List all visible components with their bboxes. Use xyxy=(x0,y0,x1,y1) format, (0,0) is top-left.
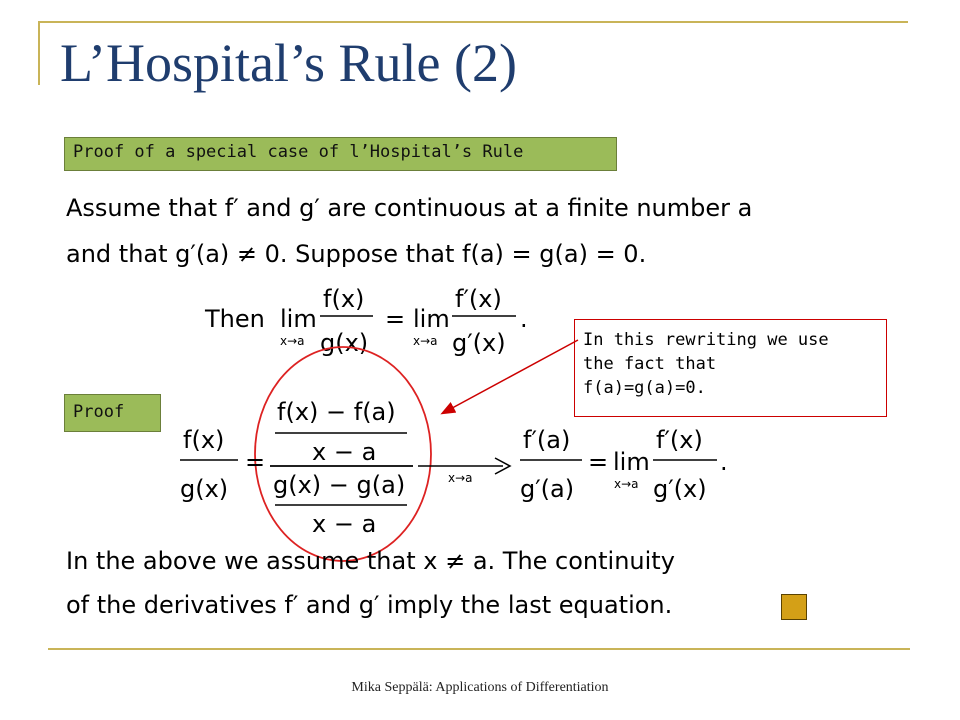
proof-final-num: f′(x) xyxy=(656,426,703,454)
gp-a-den: g′(a) xyxy=(520,475,575,503)
top-numerator: f(x) − f(a) xyxy=(277,398,396,426)
limit-arrow-label: x→a xyxy=(448,471,473,485)
proof-lim: lim xyxy=(613,448,650,476)
bottom-numerator: g(x) − g(a) xyxy=(273,471,406,499)
proof-final-den: g′(x) xyxy=(653,475,707,503)
frac-1-num: f(x) xyxy=(323,285,365,313)
statement-line-1: Assume that f′ and g′ are continuous at a finite number a xyxy=(66,194,753,222)
fp-a-num: f′(a) xyxy=(523,426,571,454)
proof-frac-den: g(x) xyxy=(180,475,229,503)
lim-2: lim xyxy=(413,305,450,333)
callout-line-1: In this rewriting we use xyxy=(583,330,829,350)
slide-footer: Mika Seppälä: Applications of Differentiation xyxy=(351,680,609,695)
statement-line-2: and that g′(a) ≠ 0. Suppose that f(a) = g(a) = 0. xyxy=(66,240,647,268)
proof-eq-2: = xyxy=(588,448,609,476)
proof-label: Proof xyxy=(64,394,161,432)
top-denominator: x − a xyxy=(312,438,377,466)
then-word: Then xyxy=(205,305,265,333)
proof-lim-sub: x→a xyxy=(614,477,639,491)
eq-1: = xyxy=(385,305,406,333)
remark-line-1: In the above we assume that x ≠ a. The continuity xyxy=(66,547,675,575)
lim-1-sub: x→a xyxy=(280,334,305,348)
slide-title: L’Hospital’s Rule (2) xyxy=(60,33,517,93)
remark-line-2: of the derivatives f′ and g′ imply the last equation. xyxy=(66,591,673,619)
callout-line-2: the fact that xyxy=(583,354,717,374)
lim-1: lim xyxy=(280,305,317,333)
lim-2-sub: x→a xyxy=(413,334,438,348)
proof-eq-1: = xyxy=(245,448,266,476)
period-1: . xyxy=(520,305,528,333)
proof-frac-num: f(x) xyxy=(183,426,225,454)
frac-1-den: g(x) xyxy=(320,329,369,357)
proof-period: . xyxy=(720,448,728,476)
callout-line-3: f(a)=g(a)=0. xyxy=(583,378,706,398)
frac-2-num: f′(x) xyxy=(455,285,502,313)
bottom-denominator: x − a xyxy=(312,510,377,538)
special-case-label: Proof of a special case of l’Hospital’s Rule xyxy=(64,137,617,171)
slide-nav-button[interactable] xyxy=(781,594,807,620)
frac-2-den: g′(x) xyxy=(452,329,506,357)
